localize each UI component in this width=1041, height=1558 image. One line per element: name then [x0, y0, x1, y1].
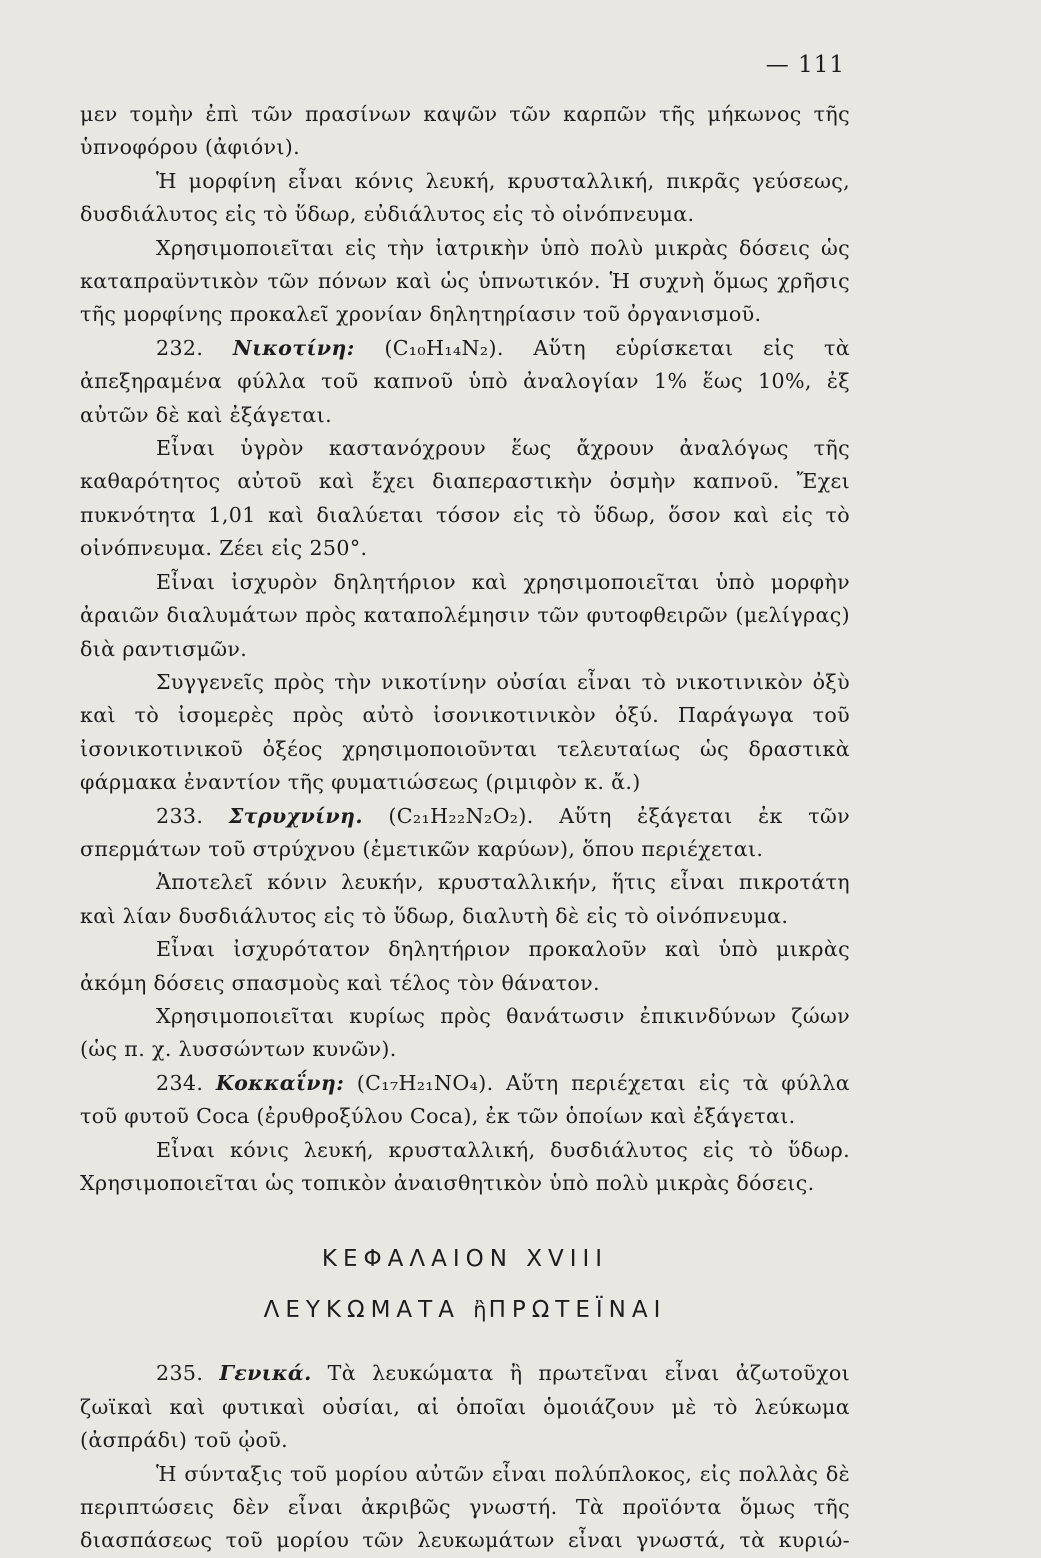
- paragraph-text: Εἶναι κόνις λευκή, κρυσταλλική, δυσδιάλυτος εἰς τὸ ὕδωρ. Χρησιμοποιεῖται ὡς τοπικὸν ἀναισθητικὸν ὑπὸ πολὺ μικρὰς δόσεις.: [80, 1137, 850, 1195]
- paragraph: [80, 1134, 850, 1201]
- page-number: — 111: [765, 52, 845, 78]
- paragraph-text: (C₁₀H₁₄N₂). Αὕτη εὑρίσκεται εἰς τὰ ἀπεξηραμένα φύλλα τοῦ καπνοῦ ὑπὸ ἀναλογίαν 1% ἕως 10%, ἐξ αὐτῶν δὲ καὶ ἐξάγεται.: [80, 335, 850, 427]
- section-number: 234.: [156, 1070, 204, 1095]
- paragraph-text: Εἶναι ἰσχυρὸν δηλητήριον καὶ χρησιμοποιεῖται ὑπὸ μορφὴν ἀραιῶν διαλυμάτων πρὸς καταπολέμησιν τῶν φυτοφθειρῶν (μελίγρας) διὰ ραντισμῶν.: [80, 569, 850, 661]
- paragraph: [80, 1357, 850, 1457]
- chapter-subtitle: [80, 1297, 850, 1323]
- paragraph: [80, 666, 850, 800]
- paragraph-text: Εἶναι ὑγρὸν καστανόχρουν ἕως ἄχρουν ἀναλόγως τῆς καθαρότητος αὐτοῦ καὶ ἔχει διαπεραστικὴν ὀσμὴν καπνοῦ. Ἔχει πυκνότητα 1,01 καὶ διαλύεται τόσον εἰς τὸ ὕδωρ, ὅσον καὶ εἰς τὸ οἰνόπνευμα. Ζέει εἰς 250°.: [80, 436, 850, 561]
- paragraph: [80, 332, 850, 432]
- section-number: 232.: [156, 335, 204, 360]
- paragraphs-before-chapter: [80, 98, 850, 1200]
- paragraph-text: Χρησιμοποιεῖται εἰς τὴν ἰατρικὴν ὑπὸ πολὺ μικρὰς δόσεις ὡς καταπραϋντικὸν τῶν πόνων καὶ ὡς ὑπνωτικόν. Ἡ συχνὴ ὅμως χρῆσις τῆς μορφίνης προκαλεῖ χρονίαν δηλητηρίασιν τοῦ ὀργανισμοῦ.: [80, 235, 850, 327]
- paragraph-text: (C₂₁H₂₂N₂O₂). Αὕτη ἐξάγεται ἐκ τῶν σπερμάτων τοῦ στρύχνου (ἐμετικῶν καρύων), ὅπου περιέχεται.: [80, 803, 850, 861]
- paragraph-text: Χρησιμοποιεῖται κυρίως πρὸς θανάτωσιν ἐπικινδύνων ζώων (ὡς π. χ. λυσσώντων κυνῶν).: [80, 1003, 850, 1062]
- section-heading: Νικοτίνη:: [232, 335, 355, 360]
- paragraph: [80, 1067, 850, 1134]
- paragraph: [80, 800, 850, 867]
- chapter-title: ΚΕΦΑΛΑΙΟΝ XVIII: [321, 1246, 609, 1273]
- paragraph-text: Ἀποτελεῖ κόνιν λευκήν, κρυσταλλικήν, ἥτις εἶναι πικροτάτη καὶ λίαν δυσδιάλυτος εἰς τὸ ὕδωρ, διαλυτὴ δὲ εἰς τὸ οἰνόπνευμα.: [80, 870, 850, 928]
- paragraph: [80, 1458, 850, 1558]
- paragraph: [80, 98, 850, 165]
- chapter-subtitle-part-b: ΠΡΩΤΕΪΝΑΙ: [488, 1297, 667, 1324]
- paragraph-text: Ἡ μορφίνη εἶναι κόνις λευκή, κρυσταλλική, πικρᾶς γεύσεως, δυσδιάλυτος εἰς τὸ ὕδωρ, εὐδιάλυτος εἰς τὸ οἰνόπνευμα.: [80, 168, 850, 227]
- section-heading: Στρυχνίνη.: [228, 803, 363, 828]
- paragraph: [80, 165, 850, 232]
- paragraph-text: Ἡ σύνταξις τοῦ μορίου αὐτῶν εἶναι πολύπλοκος, εἰς πολλὰς δὲ περιπτώσεις δὲν εἶναι ἀκριβῶς γνωστή. Τὰ προϊόντα ὅμως τῆς διασπάσεως τοῦ μορίου τῶν λευκωμάτων εἶναι γνωστά, τὰ κυριώ-: [80, 1461, 850, 1553]
- paragraphs-after-chapter: [80, 1357, 850, 1557]
- paragraph: [80, 566, 850, 666]
- paragraph-text: μεν τομὴν ἐπὶ τῶν πρασίνων καψῶν τῶν καρπῶν τῆς μήκωνος τῆς ὑπνοφόρου (ἀφιόνι).: [80, 102, 850, 160]
- chapter-subtitle-or: ἢ: [473, 1298, 489, 1323]
- paragraph: [80, 866, 850, 933]
- page-body: [80, 98, 850, 1558]
- paragraph: [80, 232, 850, 332]
- paragraph-text: Εἶναι ἰσχυρότατον δηλητήριον προκαλοῦν καὶ ὑπὸ μικρὰς ἀκόμη δόσεις σπασμοὺς καὶ τέλος τὸν θάνατον.: [80, 937, 850, 995]
- section-heading: Γενικά.: [219, 1361, 312, 1386]
- paragraph-text: (C₁₇H₂₁NO₄). Αὕτη περιέχεται εἰς τὰ φύλλα τοῦ φυτοῦ Coca (ἐρυθροξύλου Coca), ἐκ τῶν ὁποίων καὶ ἐξάγεται.: [80, 1070, 850, 1129]
- section-number: 233.: [156, 803, 204, 828]
- chapter-subtitle-part-a: ΛΕΥΚΩΜΑΤΑ: [263, 1297, 460, 1324]
- section-number: 235.: [156, 1361, 204, 1386]
- paragraph: [80, 1000, 850, 1067]
- paragraph-text: Τὰ λευκώματα ἢ πρωτεῖναι εἶναι ἀζωτοῦχοι ζωϊκαὶ καὶ φυτικαὶ οὐσίαι, αἱ ὁποῖαι ὁμοιάζουν μὲ τὸ λεύκωμα (ἀσπράδι) τοῦ ᾠοῦ.: [80, 1361, 850, 1453]
- paragraph: [80, 432, 850, 566]
- section-heading: Κοκκαΐνη:: [215, 1070, 345, 1095]
- paragraph-text: Συγγενεῖς πρὸς τὴν νικοτίνην οὐσίαι εἶναι τὸ νικοτινικὸν ὀξὺ καὶ τὸ ἰσομερὲς πρὸς αὐτὸ ἰσονικοτινικὸν ὀξύ. Παράγωγα τοῦ ἰσονικοτινικοῦ ὀξέος χρησιμοποιοῦνται τελευταίως ὡς δραστικὰ φάρμακα ἐναντίον τῆς φυματιώσεως (ριμιφὸν κ. ἄ.): [80, 669, 850, 795]
- paragraph: [80, 933, 850, 1000]
